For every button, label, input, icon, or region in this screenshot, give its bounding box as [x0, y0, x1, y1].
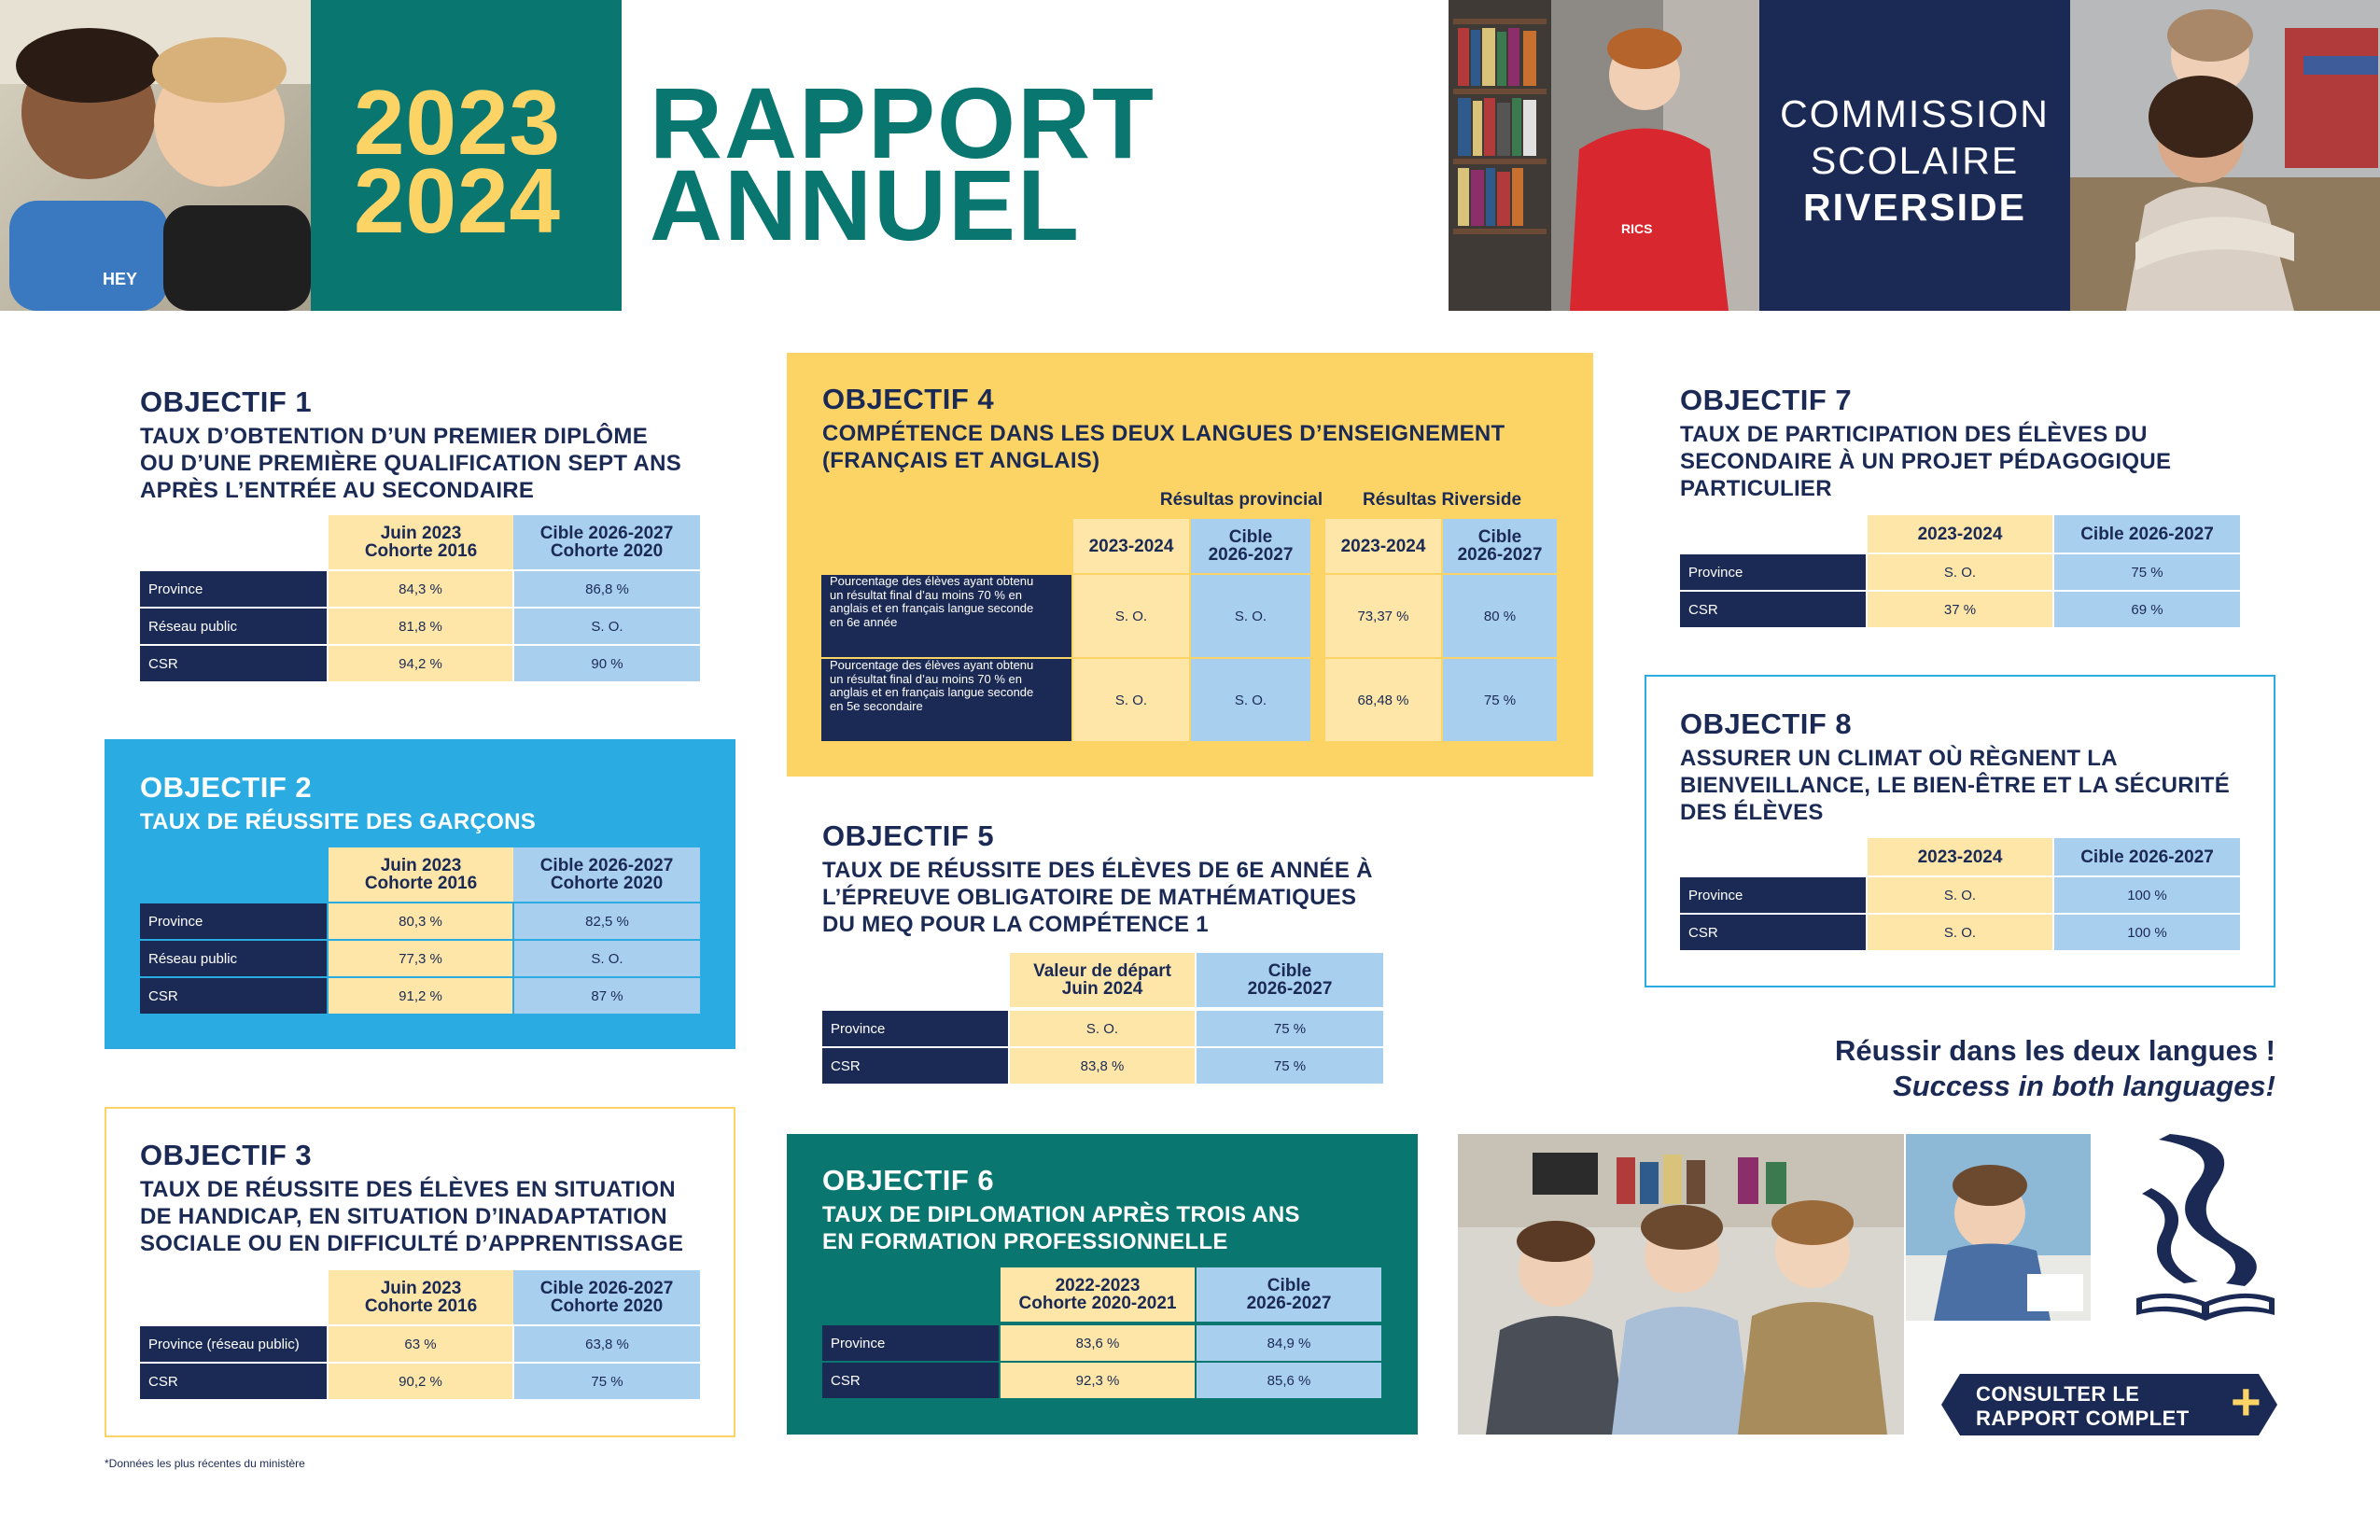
value-cell: S. O.	[1868, 915, 2052, 950]
objective-5-desc-1: TAUX DE RÉUSSITE DES ÉLÈVES DE 6E ANNÉE À	[822, 858, 1373, 883]
value-cell: 91,2 %	[329, 978, 512, 1014]
col-header: Cible 2026-2027	[2054, 515, 2240, 553]
value-cell: 80 %	[1443, 575, 1557, 657]
col-header: Cible 2026-2027	[1191, 519, 1310, 573]
col-header: Cible 2026-2027 Cohorte 2020	[513, 515, 700, 569]
value-cell: S. O.	[514, 941, 700, 976]
row-label: CSR	[1680, 915, 1866, 950]
org-line-3: RIVERSIDE	[1803, 186, 2026, 229]
value-cell: S. O.	[1868, 877, 2052, 913]
objective-2-title: OBJECTIF 2	[140, 771, 313, 804]
objective-5-title: OBJECTIF 5	[822, 819, 995, 852]
value-cell: 63 %	[329, 1326, 512, 1362]
row-label: CSR	[140, 1364, 327, 1399]
objective-8-desc-3: DES ÉLÈVES	[1680, 800, 1824, 825]
value-cell: 37 %	[1868, 592, 2052, 627]
cta-label: CONSULTER LE RAPPORT COMPLET	[1976, 1382, 2190, 1430]
row-label: Pourcentage des élèves ayant obtenu un résultat final d’au moins 70 % en anglais et en français langue seconde en 5e secondaire	[821, 659, 1071, 741]
objective-3-desc-2: DE HANDICAP, EN SITUATION D’INADAPTATION	[140, 1204, 667, 1229]
value-cell: S. O.	[1073, 575, 1189, 657]
objective-3-desc-1: TAUX DE RÉUSSITE DES ÉLÈVES EN SITUATION	[140, 1177, 676, 1202]
hoodie-text: RICS	[1621, 221, 1653, 236]
value-cell: S. O.	[1010, 1011, 1195, 1046]
photo-library-student	[1449, 0, 1759, 311]
value-cell: 68,48 %	[1325, 659, 1441, 741]
objective-8-title: OBJECTIF 8	[1680, 707, 1853, 740]
objective-6-title: OBJECTIF 6	[822, 1164, 995, 1197]
slogan-french: Réussir dans les deux langues !	[1834, 1034, 2275, 1067]
slogan-english: Success in both languages!	[1893, 1070, 2275, 1102]
org-line-2: SCOLAIRE	[1810, 139, 2020, 182]
row-label: Province	[140, 571, 327, 607]
value-cell: 100 %	[2054, 915, 2240, 950]
value-cell: 75 %	[1197, 1048, 1383, 1084]
value-cell: 90,2 %	[329, 1364, 512, 1399]
objective-3-title: OBJECTIF 3	[140, 1139, 313, 1171]
group-header-riverside: Résultas Riverside	[1362, 489, 1522, 510]
objective-7-desc-3: PARTICULIER	[1680, 476, 1832, 501]
col-header: Valeur de départ Juin 2024	[1010, 953, 1195, 1007]
value-cell: 82,5 %	[514, 903, 700, 939]
photo-children	[0, 0, 311, 311]
value-cell: 84,9 %	[1197, 1325, 1381, 1361]
row-label: Réseau public	[140, 609, 327, 644]
photo-art-class-boys	[1458, 1134, 1904, 1435]
value-cell: 92,3 %	[1001, 1363, 1195, 1398]
col-header: Cible 2026-2027	[2054, 838, 2240, 875]
value-cell: 75 %	[1443, 659, 1557, 741]
row-label: Pourcentage des élèves ayant obtenu un résultat final d’au moins 70 % en anglais et en français langue seconde en 6e année	[821, 575, 1071, 657]
value-cell: S. O.	[514, 609, 700, 644]
view-full-report-button[interactable]	[1941, 1374, 2277, 1435]
value-cell: 63,8 %	[514, 1326, 700, 1362]
col-header: 2023-2024	[1868, 515, 2052, 553]
row-label: CSR	[140, 978, 327, 1014]
value-cell: 85,6 %	[1197, 1363, 1381, 1398]
objective-7-title: OBJECTIF 7	[1680, 384, 1853, 416]
objective-4-desc-1: COMPÉTENCE DANS LES DEUX LANGUES D’ENSEIGNEMENT	[822, 421, 1505, 446]
value-cell: 73,37 %	[1325, 575, 1441, 657]
objective-5-desc-3: DU MEQ POUR LA COMPÉTENCE 1	[822, 912, 1209, 937]
row-label: CSR	[140, 646, 327, 681]
objective-4-title: OBJECTIF 4	[822, 383, 995, 415]
value-cell: 75 %	[514, 1364, 700, 1399]
objective-1-desc-2: OU D’UNE PREMIÈRE QUALIFICATION SEPT ANS	[140, 451, 682, 476]
report-title-line2: ANNUEL	[650, 148, 1081, 261]
col-header: Juin 2023 Cohorte 2016	[329, 1270, 513, 1324]
col-header: Juin 2023 Cohorte 2016	[329, 515, 513, 569]
group-header-provincial: Résultas provincial	[1159, 489, 1323, 510]
plus-icon: +	[2231, 1372, 2261, 1431]
value-cell: 83,8 %	[1010, 1048, 1195, 1084]
year-end: 2024	[354, 149, 562, 252]
value-cell: 81,8 %	[329, 609, 512, 644]
shirt-text: HEY	[103, 270, 138, 288]
value-cell: 75 %	[2054, 554, 2240, 590]
col-header: 2023-2024	[1073, 519, 1189, 573]
value-cell: S. O.	[1073, 659, 1189, 741]
row-label: Province	[140, 903, 327, 939]
objective-1-desc-3: APRÈS L’ENTRÉE AU SECONDAIRE	[140, 478, 535, 503]
photo-playground-girls	[2070, 0, 2380, 311]
year-block	[311, 0, 622, 311]
value-cell: 86,8 %	[514, 571, 700, 607]
value-cell: 94,2 %	[329, 646, 512, 681]
objective-5-desc-2: L’ÉPREUVE OBLIGATOIRE DE MATHÉMATIQUES	[822, 885, 1357, 910]
col-header: Cible 2026-2027 Cohorte 2020	[513, 847, 700, 902]
col-header: Juin 2023 Cohorte 2016	[329, 847, 513, 902]
photo-boy-drawing	[1906, 1134, 2091, 1321]
value-cell: 75 %	[1197, 1011, 1383, 1046]
col-header: Cible 2026-2027 Cohorte 2020	[513, 1270, 700, 1324]
org-line-1: COMMISSION	[1780, 92, 2050, 135]
row-label: CSR	[822, 1048, 1008, 1084]
objective-1-desc-1: TAUX D’OBTENTION D’UN PREMIER DIPLÔME	[140, 424, 648, 449]
org-block	[1759, 0, 2070, 311]
value-cell: 80,3 %	[329, 903, 512, 939]
objective-6-desc-1: TAUX DE DIPLOMATION APRÈS TROIS ANS	[822, 1202, 1300, 1227]
value-cell: 77,3 %	[329, 941, 512, 976]
objective-7-desc-2: SECONDAIRE À UN PROJET PÉDAGOGIQUE	[1680, 449, 2172, 474]
col-header: Cible 2026-2027	[1443, 519, 1557, 573]
objective-8-desc-1: ASSURER UN CLIMAT OÙ RÈGNENT LA	[1680, 746, 2118, 771]
footnote: *Données les plus récentes du ministère	[105, 1457, 305, 1470]
objective-8-desc-2: BIENVEILLANCE, LE BIEN-ÊTRE ET LA SÉCURITÉ	[1680, 773, 2231, 798]
value-cell: 90 %	[514, 646, 700, 681]
report-title-line1: RAPPORT	[650, 66, 1156, 179]
col-header: 2023-2024	[1325, 519, 1441, 573]
value-cell: 69 %	[2054, 592, 2240, 627]
value-cell: S. O.	[1868, 554, 2052, 590]
objective-3-desc-3: SOCIALE OU EN DIFFICULTÉ D’APPRENTISSAGE	[140, 1231, 684, 1256]
row-label: Province	[1680, 554, 1866, 590]
col-header: 2022-2023 Cohorte 2020-2021	[1001, 1267, 1195, 1322]
objective-1-title: OBJECTIF 1	[140, 385, 313, 418]
col-header: 2023-2024	[1868, 838, 2052, 875]
riverside-river-book-logo-icon	[2133, 1132, 2278, 1323]
row-label: CSR	[1680, 592, 1866, 627]
value-cell: S. O.	[1191, 575, 1310, 657]
row-label: Province	[822, 1011, 1008, 1046]
col-header: Cible 2026-2027	[1197, 953, 1383, 1007]
objective-7-desc-1: TAUX DE PARTICIPATION DES ÉLÈVES DU	[1680, 422, 2148, 447]
row-label: Province	[822, 1325, 999, 1361]
objective-4-desc-2: (FRANÇAIS ET ANGLAIS)	[822, 448, 1100, 473]
value-cell: 87 %	[514, 978, 700, 1014]
col-header: Cible 2026-2027	[1197, 1267, 1381, 1322]
value-cell: 84,3 %	[329, 571, 512, 607]
row-label: CSR	[822, 1363, 999, 1398]
row-label: Province (réseau public)	[140, 1326, 327, 1362]
value-cell: 83,6 %	[1001, 1325, 1195, 1361]
value-cell: S. O.	[1191, 659, 1310, 741]
objective-6-desc-2: EN FORMATION PROFESSIONNELLE	[822, 1229, 1228, 1254]
objective-2-desc-1: TAUX DE RÉUSSITE DES GARÇONS	[140, 809, 537, 834]
riverside-logo	[2133, 1132, 2278, 1323]
year-start: 2023	[354, 71, 562, 174]
row-label: Réseau public	[140, 941, 327, 976]
row-label: Province	[1680, 877, 1866, 913]
value-cell: 100 %	[2054, 877, 2240, 913]
